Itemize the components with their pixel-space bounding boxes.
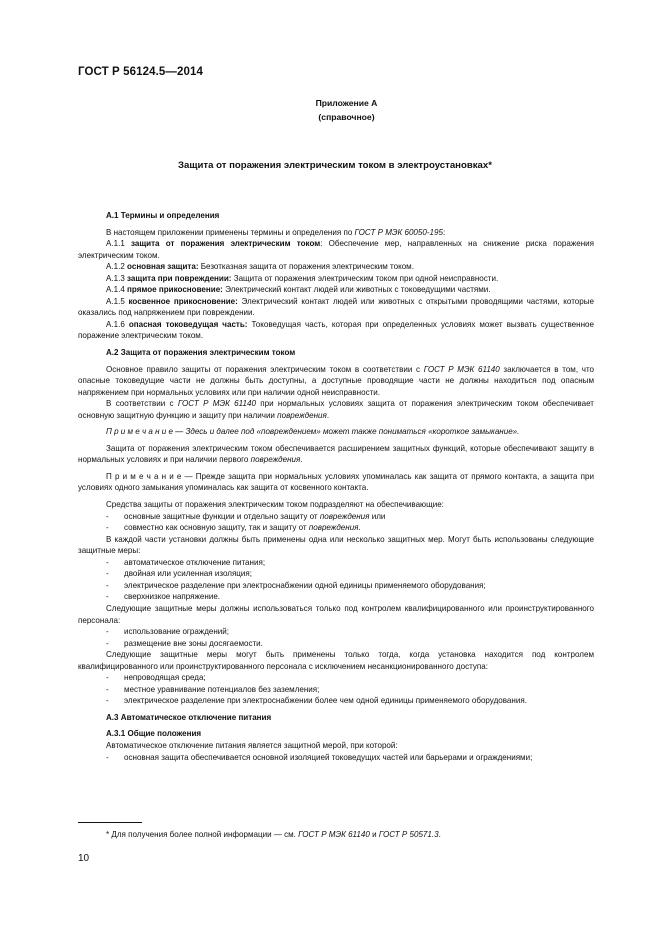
list-item: - непроводящая среда; <box>106 673 206 683</box>
term-a1-4: А.1.4 прямое прикосновение: Электрический контакт людей или животных с токоведущими частями. <box>106 285 491 295</box>
paragraph-a3-1: Автоматическое отключение питания является защитной мерой, при которой: <box>106 740 398 750</box>
term-a1-3: А.1.3 защита при повреждении: Защита от поражения электрическим током при одной неисправности. <box>106 273 499 283</box>
term-a1-1: А.1.1 защита от поражения электрическим током: Обеспечение мер, направленных на снижение риска поражения электрическим током. <box>78 239 595 260</box>
list-item: - электрическое разделение при электроснабжении более чем одной единицы применяемого оборудования. <box>106 696 527 706</box>
list-item: - автоматическое отключение питания; <box>106 557 266 567</box>
paragraph-intro: В настоящем приложении применены термины и определения по ГОСТ Р МЭК 60050-195: <box>106 227 446 237</box>
paragraph-a2-4: Средства защиты от поражения электрическим током подразделяют на обеспечивающие: <box>106 500 444 510</box>
document-body <box>78 210 594 763</box>
annex-title: Защита от поражения электрическим током в электроустановках* <box>178 160 492 171</box>
footnote: * Для получения более полной информации — см. ГОСТ Р МЭК 61140 и ГОСТ Р 50571.3. <box>106 830 441 839</box>
section-heading-a2: А.2 Защита от поражения электрическим током <box>106 348 296 358</box>
list-item: - основные защитные функции и отдельно защиту от повреждения или <box>106 511 386 521</box>
section-heading-a1: А.1 Термины и определения <box>106 211 220 220</box>
paragraph-a2-3: Защита от поражения электрическим током обеспечивается расширением защитных функций, которые обеспечивают защиту в нормальных условиях и при наличии первого повреждения. <box>78 443 594 465</box>
list-item: - электрическое разделение при электроснабжении одной единицы применяемого оборудования; <box>106 580 486 590</box>
page-number: 10 <box>78 853 90 864</box>
annex-header <box>0 96 661 124</box>
note-1: П р и м е ч а н и е — Здесь и далее под «повреждением» может также пониматься «короткое замыкание». <box>106 427 520 437</box>
note-2: П р и м е ч а н и е — Прежде защита при нормальных условиях упоминалась как защита от прямого контакта, а защита при условиях одного замыкания упоминалась как защита от косвенного контакта. <box>78 471 594 493</box>
paragraph-a2-5: В каждой части установки должны быть применены одна или несколько защитных мер. Могут быть использованы следующие защитные меры: <box>78 534 594 556</box>
list-item: - совместно как основную защиту, так и защиту от повреждения. <box>106 523 361 533</box>
list-item: - сверхнизкое напряжение. <box>106 592 221 602</box>
annex-type: (справочное) <box>318 112 375 122</box>
list-item: - использование ограждений; <box>106 627 230 637</box>
section-heading-a3: А.3 Автоматическое отключение питания <box>106 712 272 722</box>
list-item: - местное уравнивание потенциалов без заземления; <box>106 684 320 694</box>
document-code: ГОСТ Р 56124.5—2014 <box>78 66 203 78</box>
footnote-divider <box>78 822 142 823</box>
list-item: - основная защита обеспечивается основной изоляцией токоведущих частей или барьерами и ограждениями; <box>106 752 533 762</box>
term-a1-5: А.1.5 косвенное прикосновение: Электрический контакт людей или животных с открытыми проводящими частями, которые оказались под напряжением при повреждении. <box>78 296 595 318</box>
paragraph-a2-2: В соответствии с ГОСТ Р МЭК 61140 при нормальных условиях защита от поражения электрическим током обеспечивает основную защитную функцию и защиту при наличии повреждения. <box>78 399 594 420</box>
list-item: - размещение вне зоны досягаемости. <box>106 638 263 648</box>
annex-label: Приложение А <box>315 98 378 108</box>
paragraph-a2-1: Основное правило защиты от поражения электрическим током в соответствии с ГОСТ Р МЭК 61140 заключается в том, что опасные токоведущие части не должны быть доступны, а доступные проводящие части не должны находиться под опасным напряжением при нормальных условиях или при наличии одной неисправности. <box>78 364 595 397</box>
paragraph-a2-6: Следующие защитные меры должны использоваться только под контролем квалифицированного или проинструктированного персонала: <box>78 603 594 625</box>
term-a1-2: А.1.2 основная защита: Безотказная защита от поражения электрическим током. <box>106 262 414 272</box>
subsection-heading-a3-1: А.3.1 Общие положения <box>106 729 202 739</box>
list-item: - двойная или усиленная изоляция; <box>106 569 253 579</box>
paragraph-a2-7: Следующие защитные меры могут быть применены только тогда, когда установка находится под контролем квалифицированного или проинструктированного персонала с исключением несанкционированного доступа: <box>78 650 594 671</box>
term-a1-6: А.1.6 опасная токоведущая часть: Токоведущая часть, которая при определенных условиях может вызвать существенное поражение электрическим током. <box>78 319 594 341</box>
